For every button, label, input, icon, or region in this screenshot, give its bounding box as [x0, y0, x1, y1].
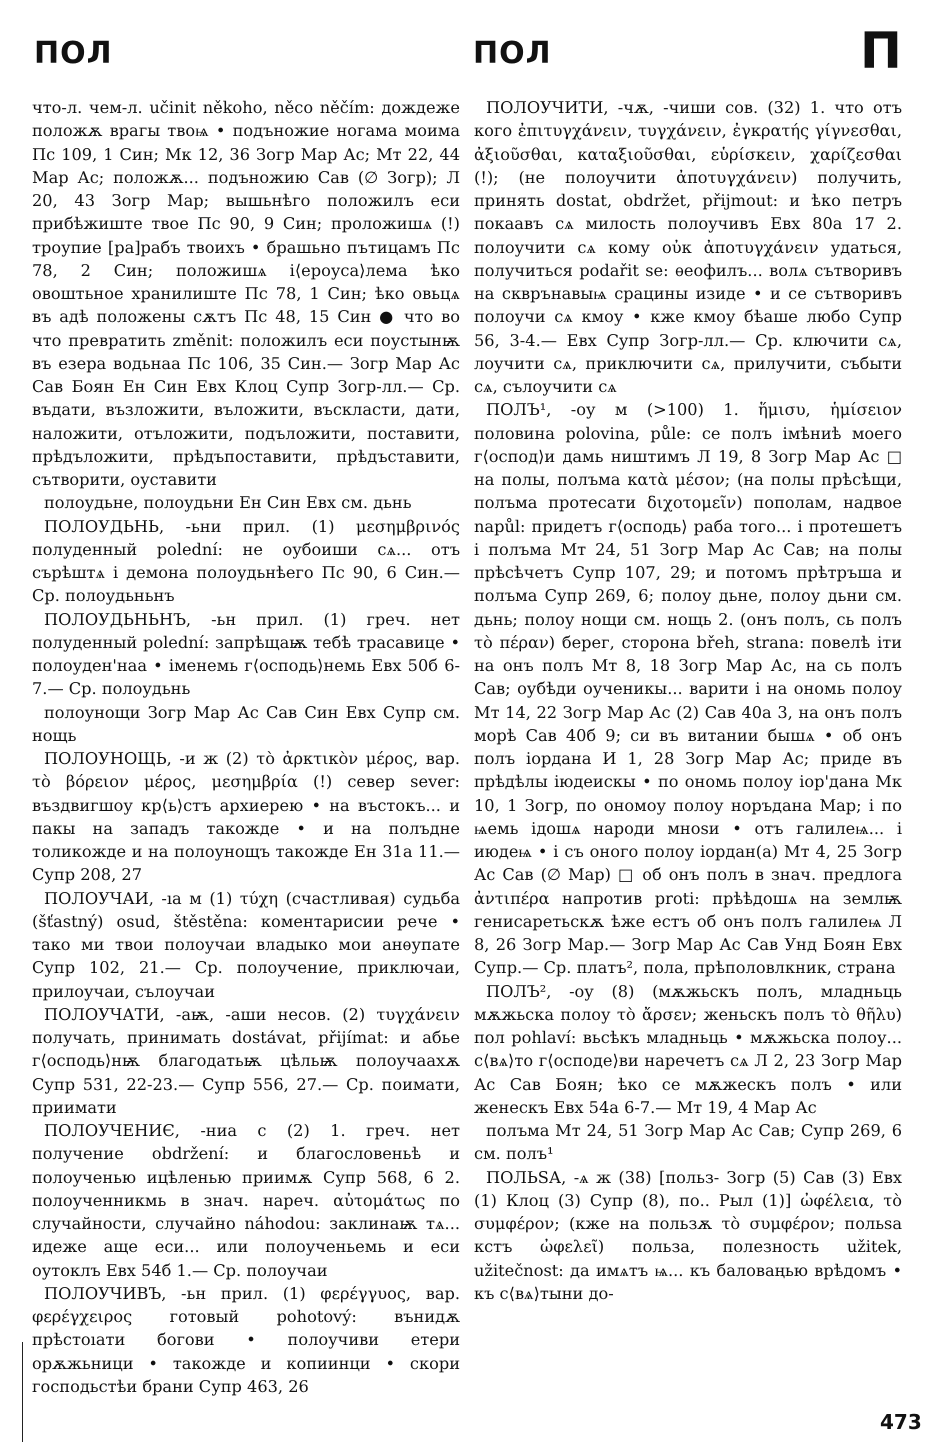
section-letter: П — [860, 22, 902, 80]
entry-poloudnn: ПОЛОУДЬНЬНЪ, -ьн прил. (1) греч. нет полуденный polední: запрѣщаѭ тебѣ трасавице • полоуден'наа • іменемь г⟨осподь⟩немь Евх 50б 6-7.— Ср. полоудьнь — [32, 609, 460, 699]
entry-pol-2: ПОЛЪ², -оу (8) (мѫжьскъ полъ, младньць мѫжьска полоу τὸ ἄρσεν; женьскъ полъ τὸ θῆλυ) пол pohlaví: вьсѣкъ младньць • мѫжьска полоу... с⟨вѧ⟩то г⟨осподе⟩ви наречетъ сѧ Л 2, 23 Зогр Мар Ас Сав Боян; ѣко се мѫжескъ полъ • или женескъ Евх 54а 6-7.— Мт 19, 4 Мар Ас — [474, 981, 902, 1117]
entry-poloudn: ПОЛОУДЬНЬ, -ьни прил. (1) μεσημβρινός полуденный polední: не оубоиши сѧ... отъ сърѣштѧ і демона полоудьнѣего Пс 90, 6 Син.— Ср. полоудьньнъ — [32, 516, 460, 606]
right-column — [474, 96, 902, 1305]
running-head-left: ПОЛ — [34, 36, 113, 71]
margin-rule — [22, 1342, 23, 1442]
entry-poloučenie: ПОЛОУЧЕНИЄ, -ниа с (2) 1. греч. нет получение obdržení: и благословеньѣ и полоученью ицѣленью приимѫ Супр 568, 6 2. полоученникмь в знач. нареч. αὐτομάτως по случайности, случайно náhodou: заклинаѭ тѧ... идеже аще еси... или полоученьемь и еси оутоклъ Евх 54б 1.— Ср. полоучаи — [32, 1121, 460, 1280]
page-number: 473 — [880, 1410, 922, 1434]
entry-polounoshch: ПОЛОУНОЩЬ, -и ж (2) τὸ ἀρκτικὸν μέρος, вар. τὸ βόρειον μέρος, μεσημβρία (!) север sever: въздвигшоу кр⟨ь⟩стъ архиерею • на въстокъ... и пакы на западъ такожде • и на полъдне толикожде и на полоунощъ такожде Ен 31а 11.— Супр 208, 27 — [32, 749, 460, 885]
running-head-center: ПОЛ — [473, 36, 552, 71]
left-column — [32, 96, 460, 1398]
entry-poloučati: ПОЛОУЧАТИ, -аѭ, -аши несов. (2) τυγχάνειν получать, принимать dostávat, přijímat: и абье г⟨осподь⟩нѭ благодатьѭ цѣльѭ полоучаахѫ Супр 531, 22-23.— Супр 556, 27.— Ср. поимати, приимати — [32, 1004, 460, 1117]
entry-polza: ПОЛЬЅА, -ѧ ж (38) [польз- Зогр (5) Сав (3) Евх (1) Клоц (3) Супр (8), по.. Рыл (1)] ὠφέλεια, τὸ συμφέρον; (кже на пользѫ τὸ συμφέρον; польѕа кстъ ὠφελεῖ) польза, полезность užitek, užitečnost: да имѧтъ ѩ... къ баловаңью врѣдомъ • къ с⟨вѧ⟩тыни до- — [474, 1167, 902, 1303]
entry-polоudne: полоудьне, полоудьни Ен Син Евх см. дьнь — [44, 493, 412, 513]
entry-poloučiv: ПОЛОУЧИВЪ, -ьн прил. (1) φερέγγυος, вар. φερέγχειρος готовый pohotový: вънидѫ прѣстоıати богови • полоучиви етери орѫжьници • такожде и копиинци • скори господьстѣи брани Супр 463, 26 — [32, 1283, 460, 1396]
entry-polounoshti: полоунощи Зогр Мар Ас Сав Син Евх Супр см. нощь — [32, 702, 460, 745]
entry-continuation: что-л. чем-л. učinit někoho, něco něčím: дождеже положѫ врагы твоѩ • подъножие ногама моима Пс 109, 1 Син; Мк 12, 36 Зогр Мар Ас; Мт 22, 44 Мар Ас; положѫ... подъножию Сав (∅ Зогр); Л 20, 43 Зогр Мар; вышьнѣго положилъ еси прибѣжиште твое Пс 90, 9 Син; проложишѧ (!) троупие [ра]рабъ твоихъ • брашьно пътицамъ Пс 78, 2 Син; положишѧ і⟨ероуса⟩лема ѣко овоштьное хранилиште Пс 78, 1 Син; ѣко овьцѧ въ адѣ положены сѫтъ Пс 48, 15 Син ● что во что превратить změnit: положилъ еси поустынѭ въ езера водьнаа Пс 106, 35 Син.— Зогр Мар Ас Сав Боян Ен Син Евх Клоц Супр Зогр-лл.— Ср. въдати, възложити, въложити, въскласти, дати, наложити, отъложити, подълoжити, поставити, прѣдъложити, прѣдъпоставити, прѣдъставити, сътворити, оуставити — [32, 98, 460, 489]
entry-poloučiti: ПОЛОУЧИТИ, -чѫ, -чиши сов. (32) 1. что отъ кого ἐπιτυγχάνειν, τυγχάνειν, ἐγκρατής γίγνεσθαι, ἀξιοῦσθαι, καταξιοῦσθαι, εὑρίσκειν, χαρίζεσθαι (!); (не полоучити ἀποτυγχάνειν) получить, принять dostat, obdržet, přijmout: и ѣко петръ покаавъ сѧ милость полоучивъ Евх 80а 17 2. полоучити сѧ кому οὐκ ἀποτυγχάνειν удаться, получиться podařit se: ѳеофилъ... волѧ сътворивъ на скврънавыѩ срацины изиде • и се сътворивъ полоучи сѧ кмоу • кже кмоу бѣаше любо Супр 56, 3-4.— Евх Супр Зогр-лл.— Ср. ключити сѧ, лоучити сѧ, приключити сѧ, прилучити, събыти сѧ, сълоучити сѧ — [474, 98, 902, 396]
entry-pol-1: ПОЛЪ¹, -оу м (>100) 1. ἥμισυ, ἡμίσειον половина polovina, půle: се полъ імѣниѣ моего г⟨оспод⟩и дамь ништимъ Л 19, 8 Зогр Мар Ас □ на полы, полъма κατὰ μέσον; (на полы прѣсѣщи, полъма протесати διχοτομεῖν) пополам, надвое napůl: придетъ г⟨осподь⟩ раба того... і протешетъ і полъма Мт 24, 51 Зогр Мар Ас Сав; на полы прѣсѣчетъ Супр 107, 29; и потомъ прѣтръша и полъма Супр 269, 6; полоу дьне, полоу дьни см. дьнь; полоу нощи см. нощь 2. (онъ полъ, сь полъ τὸ πέραν) берег, сторона břeh, strana: повелѣ іти на онъ полъ Мт 8, 18 Зогр Мар Ас, на сь полъ Сав; оубѣди оученикы... варити і на ономь полоу Мт 14, 22 Зогр Мар Ас (2) Сав 40а 3, на онъ полъ морѣ Сав 40б 9; си въ витании бышѧ • об онъ полъ іордана И 1, 28 Зогр Мар Ас; приде въ прѣдѣлы іюдеискы • по ономь полоу іор'дана Мк 10, 1 Зогр, по ономоу полоу норъдана Мар; і по ѩемь ідошѧ народи мноѕи • отъ галилеѩ... і июдеѩ • і съ оного полоу іордан(а) Мт 4, 25 Зогр Ас Сав (∅ Мар) □ об онъ полъ в знач. предлога ἀντιπέρα напротив proti: прѣѣдошѧ на землѭ генисаретьскѫ ѣже естъ об онъ полъ галилеѩ Л 8, 26 Зогр Мар.— Зогр Мар Ас Сав Унд Боян Евх Супр.— Ср. платъ², пола, прѣполовлкник, страна — [474, 400, 902, 978]
entry-polma: полъма Мт 24, 51 Зогр Мар Ас Сав; Супр 269, 6 см. полъ¹ — [474, 1121, 902, 1164]
entry-poloučai: ПОЛОУЧАИ, -ıа м (1) τύχη (счастливая) судьба (šťastný) osud, štěstěna: коментарисии рече • тако ми твои полоучаи владыко мои анѳупате Супр 102, 21.— Ср. полоучение, приключаи, прилоучаи, сълоучаи — [32, 888, 460, 1001]
